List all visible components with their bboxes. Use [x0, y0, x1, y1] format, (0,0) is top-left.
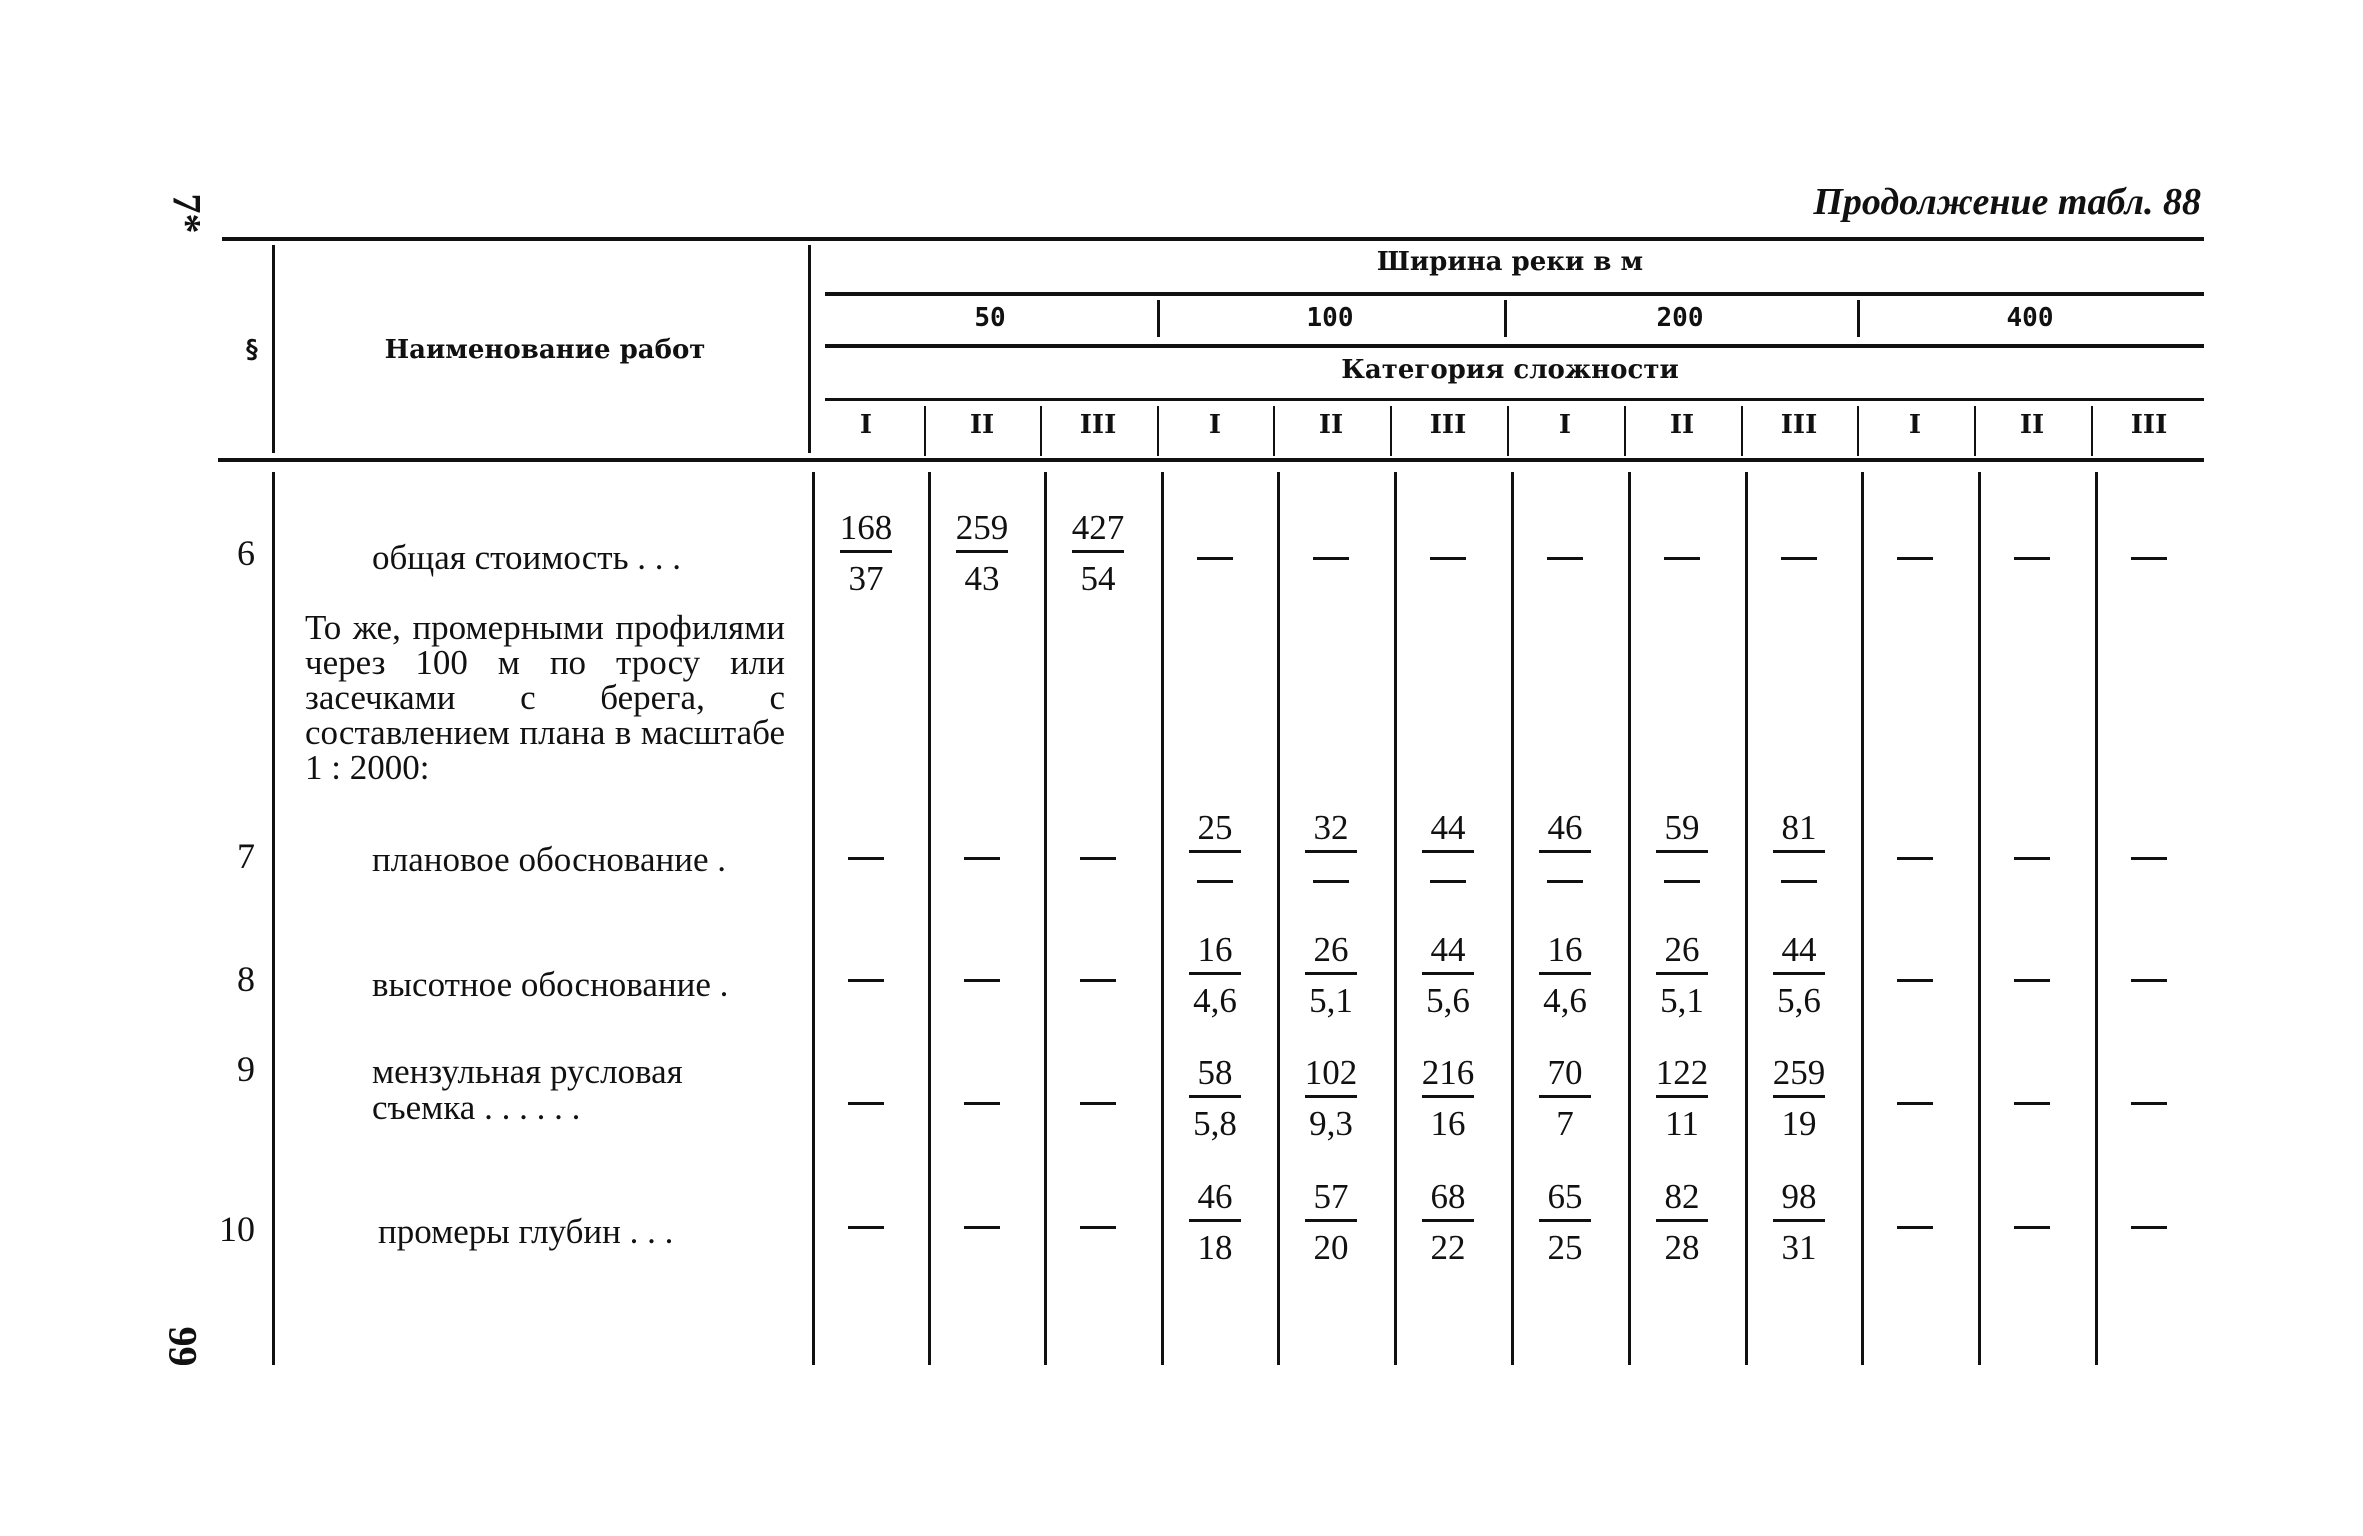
numerator: 25 [1197, 808, 1233, 847]
fraction-cell [1390, 1177, 1506, 1268]
fraction-cell [1157, 1053, 1273, 1144]
work-name: общая стоимость . . . [372, 538, 682, 577]
empty-cell-dash [808, 958, 924, 998]
category-label: I [1558, 410, 1572, 440]
fraction-cell [1273, 808, 1389, 899]
fraction-cell [1273, 930, 1389, 1021]
width-200: 200 [1656, 303, 1704, 333]
empty-cell-dash [2091, 836, 2207, 876]
category-label: I [1208, 410, 1222, 440]
width-100: 100 [1306, 303, 1354, 333]
width-sep [1157, 300, 1160, 337]
numerator: 81 [1781, 808, 1817, 847]
numerator: 26 [1664, 930, 1700, 969]
numerator: 44 [1430, 808, 1466, 847]
fraction-bar [956, 550, 1008, 553]
section-paragraph: То же, промерными профилями через 100 м по тросу или засечками с берега, с составлением плана в масштабе 1 : 2000: [305, 608, 785, 787]
numerator: 44 [1781, 930, 1817, 969]
fraction-cell [1507, 808, 1623, 899]
fraction-bar [1305, 1219, 1357, 1222]
numerator: 216 [1421, 1053, 1475, 1092]
numerator: 16 [1547, 930, 1583, 969]
numerator: 82 [1664, 1177, 1700, 1216]
numerator: 65 [1547, 1177, 1583, 1216]
empty-cell-dash [1040, 1205, 1156, 1245]
empty-cell-dash [1974, 536, 2090, 576]
numerator: 98 [1781, 1177, 1817, 1216]
fraction-bar [1072, 550, 1124, 553]
empty-cell-dash [2091, 536, 2207, 576]
denominator: 37 [848, 559, 884, 598]
numerator: 122 [1655, 1053, 1709, 1092]
row-number: 8 [237, 959, 255, 999]
category-rule [825, 398, 2204, 401]
work-name: мензульная русловая [372, 1052, 683, 1091]
numerator: 68 [1430, 1177, 1466, 1216]
fraction-cell [1390, 930, 1506, 1021]
denominator: 20 [1313, 1228, 1349, 1267]
fraction-cell [1624, 930, 1740, 1021]
denominator: 43 [964, 559, 1000, 598]
denominator: 7 [1556, 1104, 1574, 1143]
empty-cell-dash [1741, 536, 1857, 576]
category-label: I [1908, 410, 1922, 440]
fraction-cell [1273, 1053, 1389, 1144]
empty-cell-dash [2091, 1081, 2207, 1121]
empty-cell-dash [1040, 836, 1156, 876]
fraction-bar [1773, 1219, 1825, 1222]
denominator: 5,8 [1193, 1104, 1237, 1143]
fraction-bar [1305, 1095, 1357, 1098]
fraction-cell [1624, 808, 1740, 899]
denominator [1273, 859, 1389, 899]
denominator: 25 [1547, 1228, 1583, 1267]
fraction-cell [1624, 1053, 1740, 1144]
category-label: II [2019, 410, 2045, 440]
width-sep [1857, 300, 1860, 337]
fraction-cell [1040, 508, 1156, 599]
width-50: 50 [974, 303, 1006, 333]
numerator: 44 [1430, 930, 1466, 969]
fraction-bar [1189, 850, 1241, 853]
empty-cell-dash [808, 1205, 924, 1245]
denominator: 31 [1781, 1228, 1817, 1267]
header-bottom-rule [218, 458, 2204, 462]
empty-cell-dash [1273, 536, 1389, 576]
denominator: 54 [1080, 559, 1116, 598]
empty-cell-dash [1974, 1081, 2090, 1121]
fraction-bar [1422, 1219, 1474, 1222]
empty-cell-dash [1857, 958, 1973, 998]
width-400: 400 [2006, 303, 2054, 333]
empty-cell-dash [808, 1081, 924, 1121]
body-vline [272, 472, 275, 1365]
category-label: II [969, 410, 995, 440]
fraction-cell [1273, 1177, 1389, 1268]
name-column-header: Наименование работ [384, 335, 706, 365]
empty-cell-dash [1390, 536, 1506, 576]
fraction-cell [1507, 1053, 1623, 1144]
fraction-bar [840, 550, 892, 553]
numerator: 70 [1547, 1053, 1583, 1092]
fraction-bar [1422, 1095, 1474, 1098]
fraction-cell [808, 508, 924, 599]
category-label: II [1669, 410, 1695, 440]
numerator: 59 [1664, 808, 1700, 847]
category-label: I [859, 410, 873, 440]
denominator: 9,3 [1309, 1104, 1353, 1143]
denominator [1741, 859, 1857, 899]
denominator: 18 [1197, 1228, 1233, 1267]
width-rule [825, 292, 2204, 296]
category-title-rule [825, 344, 2204, 348]
denominator: 11 [1665, 1104, 1699, 1143]
row-number: 6 [237, 533, 255, 573]
fraction-bar [1656, 972, 1708, 975]
denominator: 5,1 [1309, 981, 1353, 1020]
empty-cell-dash [1857, 1205, 1973, 1245]
header-vline [272, 245, 275, 453]
fraction-bar [1656, 1219, 1708, 1222]
denominator: 4,6 [1193, 981, 1237, 1020]
fraction-bar [1189, 1095, 1241, 1098]
empty-cell-dash [1857, 1081, 1973, 1121]
fraction-bar [1773, 1095, 1825, 1098]
empty-cell-dash [1040, 958, 1156, 998]
work-name: промеры глубин . . . [378, 1212, 674, 1251]
empty-cell-dash [1624, 536, 1740, 576]
fraction-bar [1539, 850, 1591, 853]
numerator: 259 [1772, 1053, 1826, 1092]
fraction-cell [1741, 930, 1857, 1021]
numerator: 58 [1197, 1053, 1233, 1092]
denominator: 5,6 [1426, 981, 1470, 1020]
fraction-bar [1656, 850, 1708, 853]
fraction-bar [1773, 972, 1825, 975]
empty-cell-dash [924, 1205, 1040, 1245]
numerator: 16 [1197, 930, 1233, 969]
fraction-cell [1390, 1053, 1506, 1144]
empty-cell-dash [2091, 1205, 2207, 1245]
fraction-cell [1624, 1177, 1740, 1268]
fraction-bar [1305, 850, 1357, 853]
empty-cell-dash [1040, 1081, 1156, 1121]
fraction-cell [1741, 808, 1857, 899]
fraction-cell [1741, 1177, 1857, 1268]
fraction-cell [924, 508, 1040, 599]
category-label: III [1079, 410, 1117, 440]
empty-cell-dash [1507, 536, 1623, 576]
fraction-bar [1422, 972, 1474, 975]
empty-cell-dash [1857, 836, 1973, 876]
denominator: 16 [1430, 1104, 1466, 1143]
empty-cell-dash [2091, 958, 2207, 998]
signature-mark: 7* [164, 193, 210, 234]
empty-cell-dash [1857, 536, 1973, 576]
numerator: 102 [1304, 1053, 1358, 1092]
category-label: III [1429, 410, 1467, 440]
fraction-bar [1189, 972, 1241, 975]
fraction-bar [1539, 1219, 1591, 1222]
empty-cell-dash [1157, 536, 1273, 576]
numerator: 46 [1197, 1177, 1233, 1216]
empty-cell-dash [808, 836, 924, 876]
category-label: III [1780, 410, 1818, 440]
table-top-rule [222, 237, 2204, 241]
row-number: 7 [237, 836, 255, 876]
numerator: 259 [955, 508, 1009, 547]
denominator [1157, 859, 1273, 899]
fraction-bar [1656, 1095, 1708, 1098]
fraction-cell [1390, 808, 1506, 899]
row-number: 9 [237, 1049, 255, 1089]
numerator: 46 [1547, 808, 1583, 847]
fraction-cell [1507, 1177, 1623, 1268]
width-title: Ширина реки в м [1376, 247, 1644, 277]
empty-cell-dash [1974, 958, 2090, 998]
category-title: Категория сложности [1341, 355, 1679, 385]
numerator: 26 [1313, 930, 1349, 969]
numerator: 427 [1071, 508, 1125, 547]
denominator: 5,1 [1660, 981, 1704, 1020]
fraction-cell [1741, 1053, 1857, 1144]
fraction-bar [1305, 972, 1357, 975]
table-caption: Продолжение табл. 88 [1813, 181, 2201, 223]
work-name: плановое обоснование . [372, 840, 726, 879]
fraction-cell [1507, 930, 1623, 1021]
fraction-bar [1539, 972, 1591, 975]
fraction-bar [1773, 850, 1825, 853]
fraction-cell [1157, 808, 1273, 899]
empty-cell-dash [924, 836, 1040, 876]
numerator: 168 [839, 508, 893, 547]
numerator: 32 [1313, 808, 1349, 847]
denominator: 5,6 [1777, 981, 1821, 1020]
width-sep [1504, 300, 1507, 337]
fraction-bar [1539, 1095, 1591, 1098]
denominator: 28 [1664, 1228, 1700, 1267]
section-symbol-header: § [244, 335, 260, 365]
category-label: II [1318, 410, 1344, 440]
empty-cell-dash [924, 958, 1040, 998]
fraction-bar [1422, 850, 1474, 853]
denominator [1624, 859, 1740, 899]
page-number: 99 [160, 1326, 206, 1367]
denominator: 22 [1430, 1228, 1466, 1267]
work-name-cont: съемка . . . . . . [372, 1088, 581, 1127]
denominator: 19 [1781, 1104, 1817, 1143]
category-label: III [2130, 410, 2168, 440]
denominator [1390, 859, 1506, 899]
fraction-cell [1157, 1177, 1273, 1268]
fraction-cell [1157, 930, 1273, 1021]
row-number: 10 [219, 1209, 255, 1249]
denominator: 4,6 [1543, 981, 1587, 1020]
denominator [1507, 859, 1623, 899]
numerator: 57 [1313, 1177, 1349, 1216]
work-name: высотное обоснование . [372, 965, 729, 1004]
fraction-bar [1189, 1219, 1241, 1222]
empty-cell-dash [924, 1081, 1040, 1121]
empty-cell-dash [1974, 1205, 2090, 1245]
empty-cell-dash [1974, 836, 2090, 876]
